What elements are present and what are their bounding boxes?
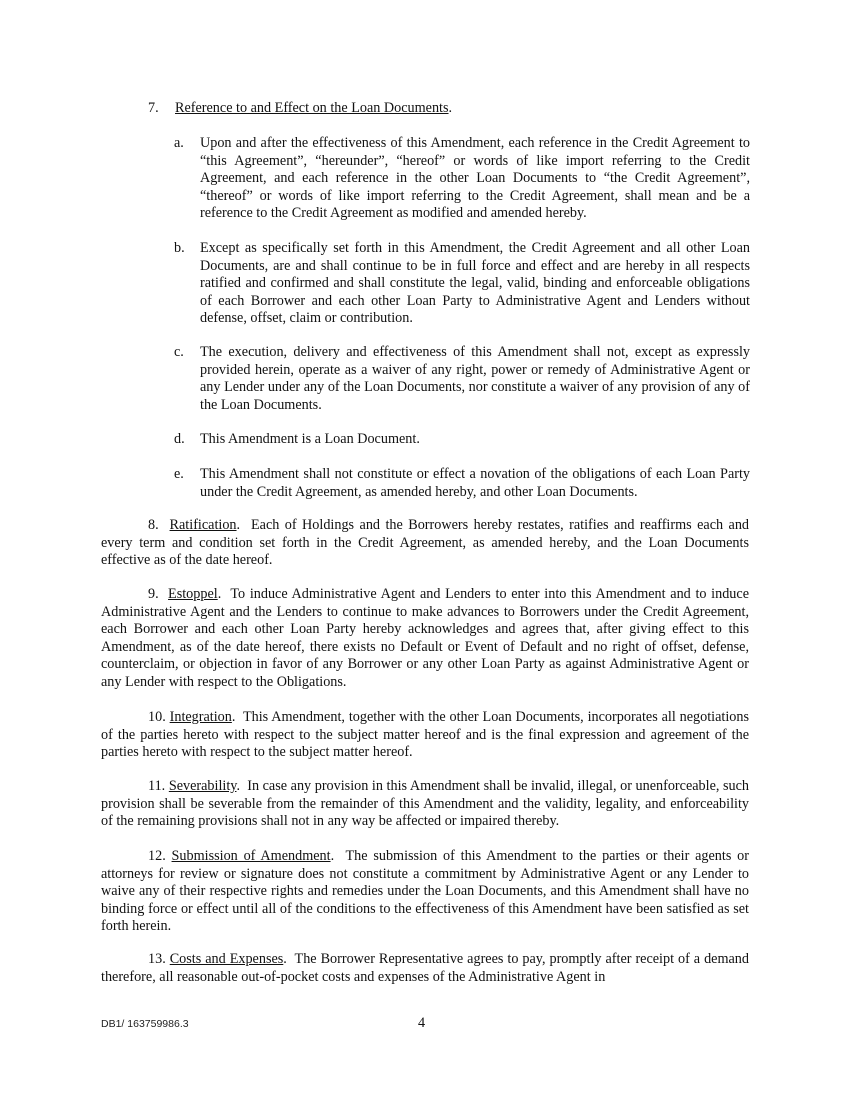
subsection-text: This Amendment is a Loan Document. <box>200 431 420 447</box>
section-12-submission: 12. Submission of Amendment. The submission of this Amendment to the parties or their agents or attorneys for review or signature does not constitute a commitment by Administrative Agent or any Lender to waive any of their respective rights and remedies under the Loan Documents, and this Amendment shall have no binding force or effect until all of the conditions to the effectiveness of this Amendment have been satisfied as set forth herein. <box>101 848 749 935</box>
section-title: Severability <box>168 778 237 794</box>
section-9-estoppel: 9. Estoppel. To induce Administrative Agent and Lenders to enter into this Amendment and to induce Administrative Agent and the Lenders to continue to make advances to Borrowers under the Credit Agreement, each Borrower and each other Loan Party hereby acknowledges and agrees that, after giving effect to this Amendment, as of the date hereof, there exists no Default or Event of Default and no right of offset, defense, counterclaim, or objection in favor of any Borrower or any other Loan Party as against Administrative Agent or any Lender with respect to the Obligations. <box>101 586 749 690</box>
section-title: Costs and Expenses <box>169 951 284 967</box>
subsection-b: b. Except as specifically set forth in this Amendment, the Credit Agreement and all other Loan Documents, are and shall continue to be in full force and effect and are hereby in all respects ratified and confirmed and shall constitute the legal, valid, binding and enforceable obligations of each Borrower and each other Loan Party to Administrative Agent and Lenders without defense, offset, claim or contribution. <box>174 240 750 327</box>
section-10-integration: 10. Integration. This Amendment, together with the other Loan Documents, incorporates all negotiations of the parties hereto with respect to the subject matter hereof and is the final expression and agreement of the parties hereto with respect to the subject matter hereof. <box>101 709 750 761</box>
section-7-heading: 7. Reference to and Effect on the Loan Documents. <box>148 100 453 116</box>
section-title: Estoppel <box>168 586 218 602</box>
subsection-a: a. Upon and after the effectiveness of this Amendment, each reference in the Credit Agreement to “this Agreement”, “hereunder”, “hereof” or words of like import referring to the Credit Agreement, and each reference in the other Loan Documents to “the Credit Agreement”, “thereof” or words of like import referring to the Credit Agreement, shall mean and be a reference to the Credit Agreement as modified and amended hereby. <box>174 135 750 222</box>
page-number: 4 <box>418 1015 426 1031</box>
subsection-d: d. This Amendment is a Loan Document. <box>174 431 750 449</box>
section-number: 7. <box>148 100 159 116</box>
section-13-costs: 13. Costs and Expenses. The Borrower Representative agrees to pay, promptly after receipt of a demand therefore, all reasonable out-of-pocket costs and expenses of the Administrative Agent in <box>101 951 749 985</box>
section-title: Ratification <box>169 517 237 533</box>
section-8-ratification: 8. Ratification. Each of Holdings and the Borrowers hereby restates, ratifies and reaffirms each and every term and condition set forth in the Credit Agreement, as amended hereby, and the Loan Documents effective as of the date hereof. <box>101 517 750 569</box>
section-11-severability: 11. Severability. In case any provision in this Amendment shall be invalid, illegal, or unenforceable, such provision shall be severable from the remainder of this Amendment and the validity, legality, and enforceability of the remaining provisions shall not in any way be affected or impaired thereby. <box>101 778 750 830</box>
subsection-e: e. This Amendment shall not constitute or effect a novation of the obligations of each Loan Party under the Credit Agreement, as amended hereby, and other Loan Documents. <box>174 466 750 500</box>
subsection-text: Except as specifically set forth in this Amendment, the Credit Agreement and all other Loan Documents, are and shall continue to be in full force and effect and are hereby in all respects ratified and confirmed and shall constitute the legal, valid, binding and enforceable obligations of each Borrower and each other Loan Party to Administrative Agent and Lenders without defense, offset, claim or contribution. <box>200 240 750 327</box>
subsection-text: This Amendment shall not constitute or effect a novation of the obligations of each Loan Party under the Credit Agreement, as amended hereby, and other Loan Documents. <box>200 466 750 500</box>
section-title: Submission of Amendment <box>171 848 331 864</box>
subsection-c: c. The execution, delivery and effectiveness of this Amendment shall not, except as expressly provided herein, operate as a waiver of any right, power or remedy of Administrative Agent or any Lender under any of the Loan Documents, nor constitute a waiver of any provision of any of the Loan Documents. <box>174 344 750 413</box>
section-title: Integration <box>169 709 232 725</box>
subsection-text: Upon and after the effectiveness of this Amendment, each reference in the Credit Agreement to “this Agreement”, “hereunder”, “hereof” or words of like import referring to the Credit Agreement, and each reference in the other Loan Documents to “the Credit Agreement”, “thereof” or words of like import referring to the Credit Agreement, shall mean and be a reference to the Credit Agreement as modified and amended hereby. <box>200 135 750 222</box>
subsection-text: The execution, delivery and effectiveness of this Amendment shall not, except as expressly provided herein, operate as a waiver of any right, power or remedy of Administrative Agent or any Lender under any of the Loan Documents, nor constitute a waiver of any provision of any of the Loan Documents. <box>200 344 750 413</box>
section-title: Reference to and Effect on the Loan Documents <box>175 100 449 116</box>
document-id: DB1/ 163759986.3 <box>101 1018 189 1030</box>
